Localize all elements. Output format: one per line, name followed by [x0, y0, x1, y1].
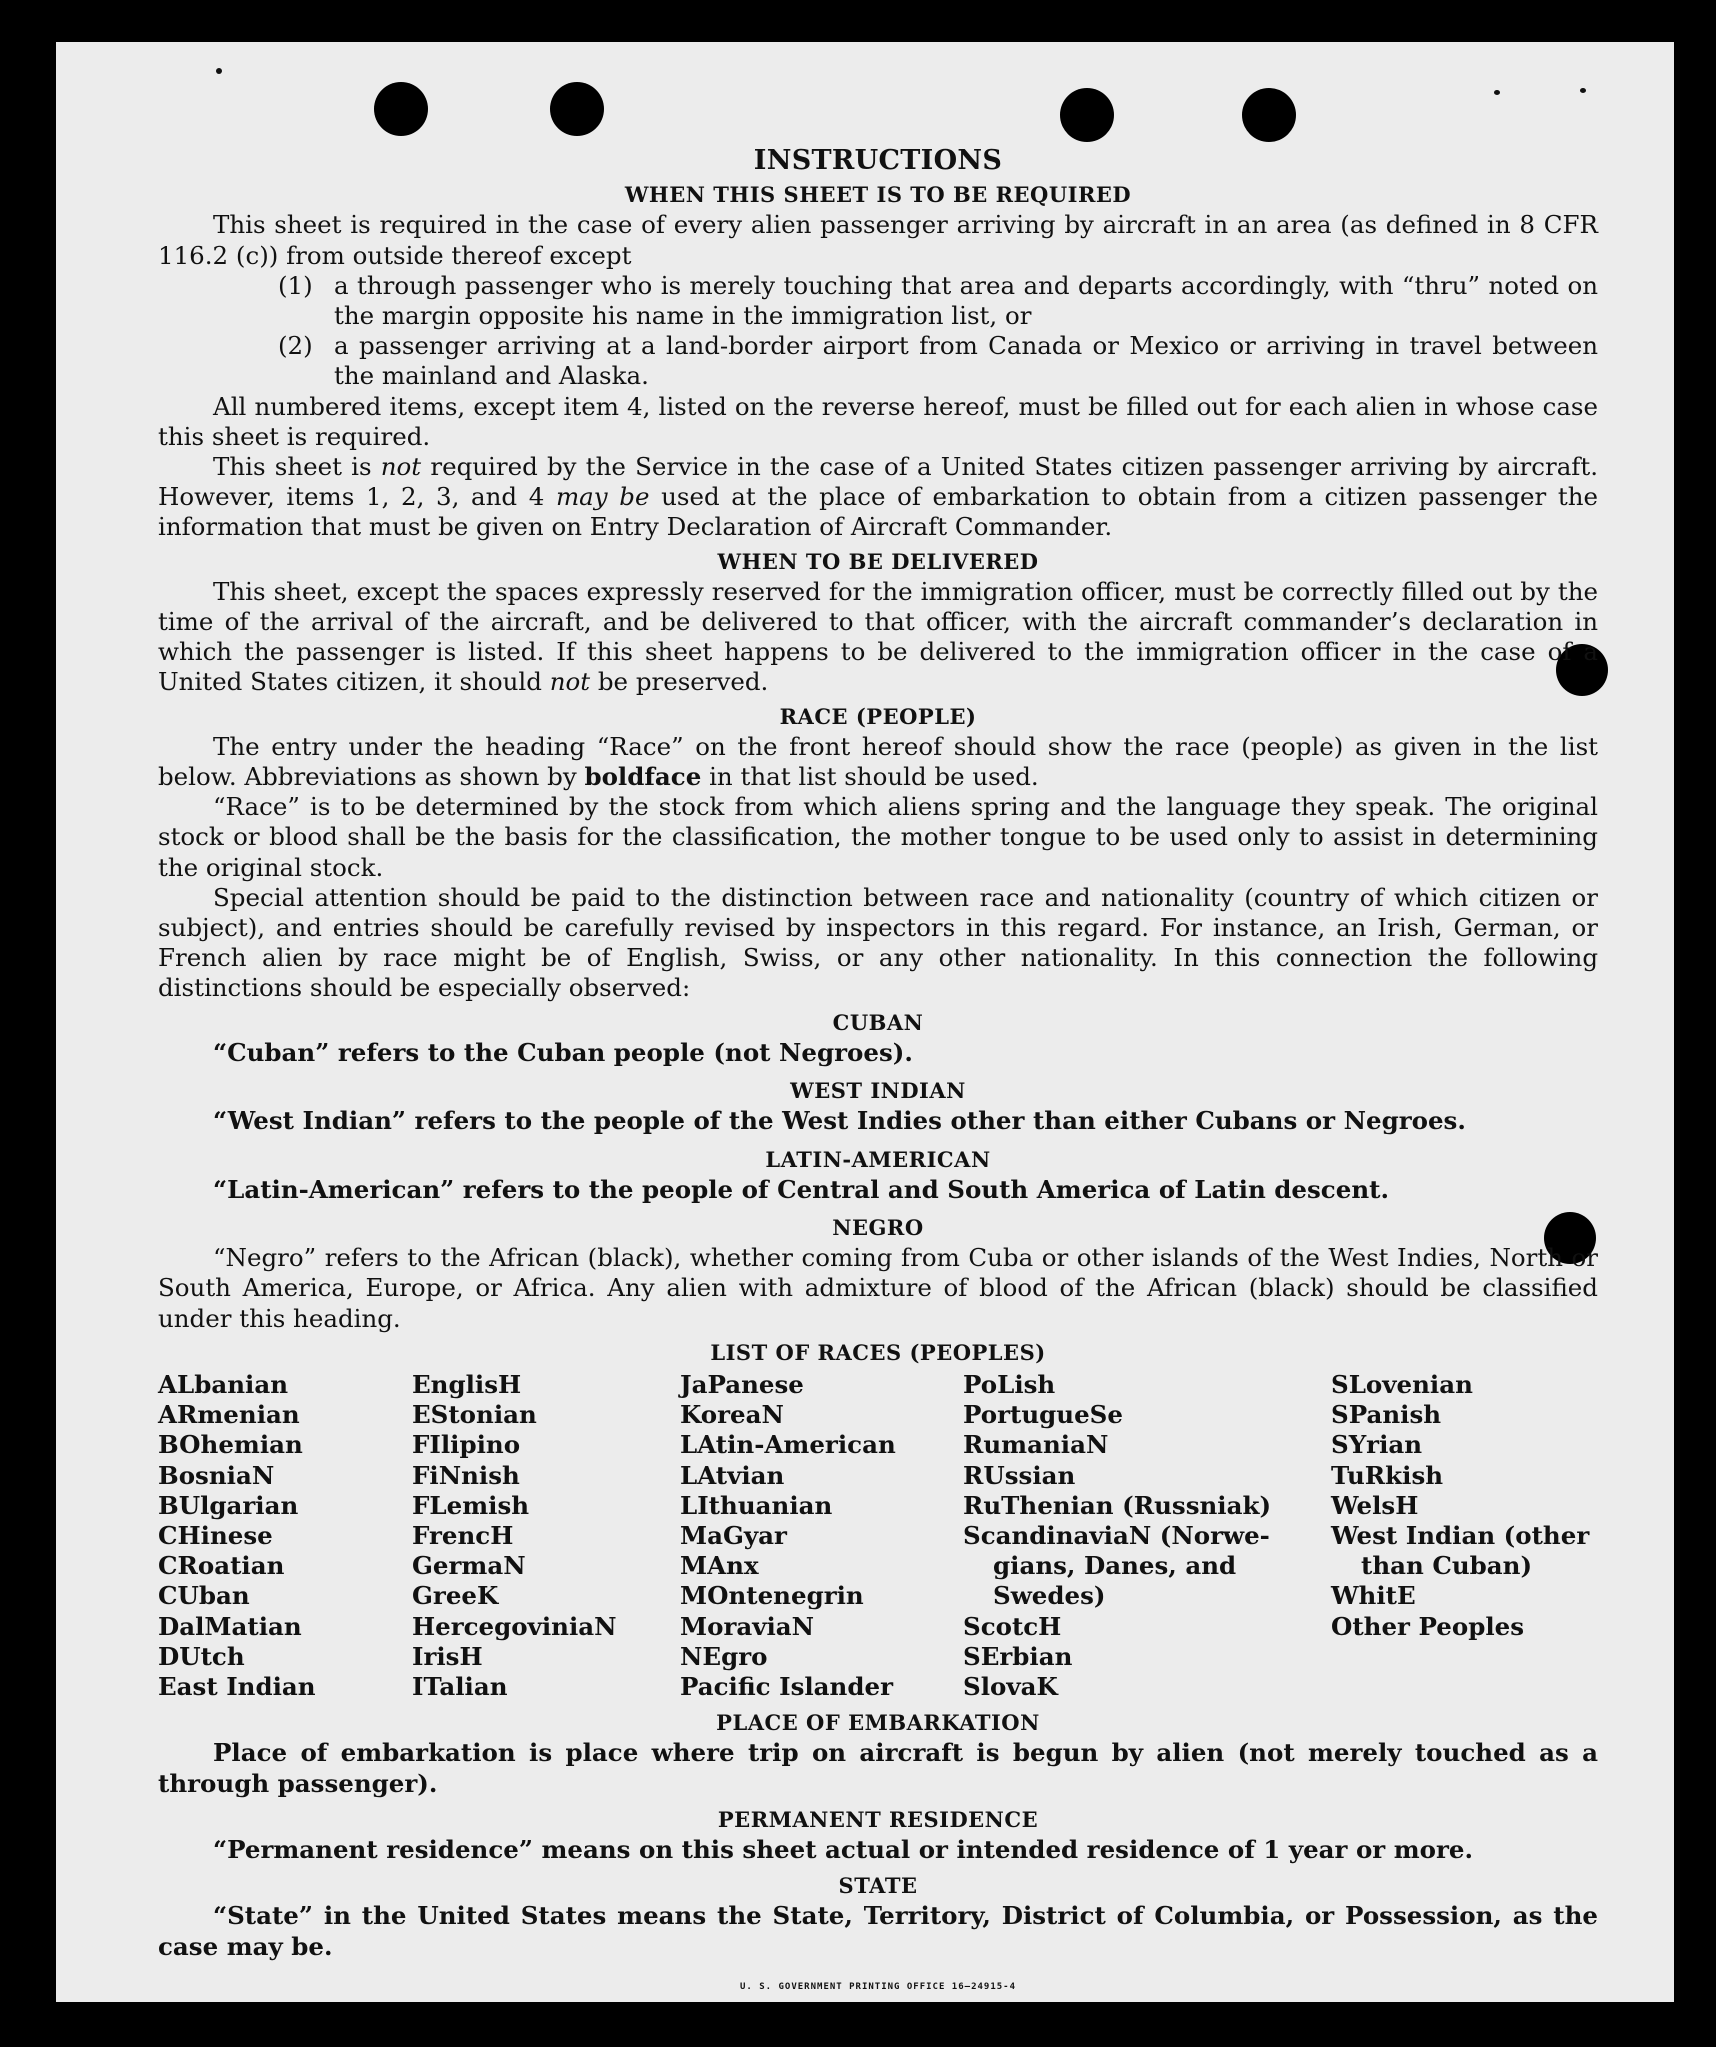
race-entry: SPanish	[1331, 1400, 1442, 1430]
race-entry: DUtch	[158, 1641, 245, 1671]
section-heading-negro: NEGRO	[832, 1214, 924, 1240]
speck	[1494, 90, 1500, 95]
negro-text: “Negro” refers to the African (black), whether coming from Cuba or other islands of the West Indies, North or South America, Europe, or Africa. Any alien with admixture of blood of the African (black) should be classified under this heading.	[158, 1243, 1598, 1333]
race-entry: PortugueSe	[963, 1400, 1123, 1430]
race-entry: SYrian	[1331, 1430, 1423, 1460]
race-entry: LIthuanian	[680, 1490, 833, 1520]
residence-text: “Permanent residence” means on this sheet actual or intended residence of 1 year or more.	[213, 1834, 1474, 1864]
race-entry: MOntenegrin	[680, 1581, 864, 1611]
race-entry: LAtin-American	[680, 1430, 896, 1460]
section-heading-embarkation: PLACE OF EMBARKATION	[716, 1710, 1040, 1736]
races-column-2	[412, 1370, 680, 1702]
race-entry: FIlipino	[412, 1430, 521, 1460]
item-text: a through passenger who is merely touching that area and departs accordingly, with “thru” noted on the margin opposite his name in the immigration list, or	[334, 270, 1598, 331]
race-entry-continued: than Cuban)	[1361, 1551, 1533, 1581]
section-heading-latin-american: LATIN-AMERICAN	[765, 1146, 991, 1172]
race-entry: BosniaN	[158, 1460, 275, 1490]
when-required-intro: This sheet is required in the case of every alien passenger arriving by aircraft in an area (as defined in 8 CFR 116.2 (c)) from outside thereof except	[158, 210, 1598, 270]
race-entry: CRoatian	[158, 1551, 285, 1581]
section-heading-west-indian: WEST INDIAN	[790, 1078, 966, 1104]
race-entry: BUlgarian	[158, 1490, 299, 1520]
speck	[1580, 88, 1586, 93]
section-heading-when-delivered: WHEN TO BE DELIVERED	[717, 548, 1039, 574]
race-entry: FiNnish	[412, 1460, 520, 1490]
race-entry: SLovenian	[1331, 1369, 1473, 1399]
section-heading-residence: PERMANENT RESIDENCE	[717, 1806, 1039, 1832]
race-entry: GermaN	[412, 1551, 526, 1581]
when-required-para3: This sheet is not required by the Service in the case of a United States citizen passenger arriving by aircraft. However, items 1, 2, 3, and 4 may be used at the place of embarkation to obtain from a citizen passenger the information that must be given on Entry Declaration of Aircraft Commander.	[158, 452, 1598, 542]
race-para2: “Race” is to be determined by the stock from which aliens spring and the language they speak. The original stock or blood shall be the basis for the classification, the mother tongue to be used only to assist in determining the original stock.	[158, 792, 1598, 882]
race-entry: WhitE	[1331, 1581, 1416, 1611]
exception-item-2	[278, 331, 1598, 391]
race-entry: Other Peoples	[1331, 1611, 1525, 1641]
race-entry: ARmenian	[158, 1400, 300, 1430]
race-entry: DalMatian	[158, 1611, 302, 1641]
when-delivered-text: This sheet, except the spaces expressly reserved for the immigration officer, must be correctly filled out by the time of the arrival of the aircraft, and be delivered to that officer, with the aircraft commander’s declaration in which the passenger is listed. If this sheet happens to be delivered to the immigration officer in the case of a United States citizen, it should not be preserved.	[158, 576, 1598, 697]
race-entry: EnglisH	[412, 1369, 522, 1399]
section-heading-list-of-races: LIST OF RACES (PEOPLES)	[710, 1339, 1046, 1365]
races-column-1	[158, 1370, 412, 1702]
race-entry: ITalian	[412, 1671, 508, 1701]
exception-item-1	[278, 271, 1598, 331]
section-heading-state: STATE	[838, 1873, 918, 1899]
race-entry: RumaniaN	[963, 1430, 1109, 1460]
race-entry: SlovaK	[963, 1671, 1058, 1701]
race-entry: NEgro	[680, 1641, 768, 1671]
race-entry: FLemish	[412, 1490, 530, 1520]
speck	[216, 68, 222, 74]
race-entry: IrisH	[412, 1641, 483, 1671]
item-text: a passenger arriving at a land-border airport from Canada or Mexico or arriving in travel between the mainland and Alaska.	[334, 331, 1598, 391]
race-entry: MoraviaN	[680, 1611, 815, 1641]
race-entry: KoreaN	[680, 1400, 784, 1430]
race-entry: RUssian	[963, 1460, 1076, 1490]
races-column-5	[1331, 1370, 1598, 1702]
race-entry: ALbanian	[158, 1369, 289, 1399]
race-entry: SErbian	[963, 1641, 1073, 1671]
race-entry: PoLish	[963, 1369, 1056, 1399]
races-list	[158, 1370, 1598, 1702]
race-entry: BOhemian	[158, 1430, 303, 1460]
race-entry: EStonian	[412, 1400, 537, 1430]
west-indian-text: “West Indian” refers to the people of the West Indies other than either Cubans or Negroes.	[213, 1106, 1466, 1136]
race-entry-continued: gians, Danes, and	[993, 1551, 1237, 1581]
races-column-3	[680, 1370, 963, 1702]
race-entry: TuRkish	[1331, 1460, 1444, 1490]
race-entry: East Indian	[158, 1671, 316, 1701]
race-entry: Pacific Islander	[680, 1671, 893, 1701]
race-entry: GreeK	[412, 1581, 499, 1611]
race-entry: WelsH	[1331, 1490, 1419, 1520]
when-required-para2: All numbered items, except item 4, listed on the reverse hereof, must be filled out for each alien in whose case this sheet is required.	[158, 391, 1598, 451]
latin-american-text: “Latin-American” refers to the people of Central and South America of Latin descent.	[213, 1174, 1389, 1204]
race-entry: HercegoviniaN	[412, 1611, 617, 1641]
instructions-content	[158, 102, 1598, 1992]
race-para3: Special attention should be paid to the distinction between race and nationality (country of which citizen or subject), and entries should be carefully revised by inspectors in this regard. For instance, an Irish, German, or French alien by race might be of English, Swiss, or any other nationality. In this connection the following distinctions should be especially observed:	[158, 882, 1598, 1003]
race-entry: LAtvian	[680, 1460, 785, 1490]
section-heading-when-required: WHEN THIS SHEET IS TO BE REQUIRED	[624, 182, 1132, 208]
race-para1: The entry under the heading “Race” on the front hereof should show the race (people) as given in the list below. Abbreviations as shown by boldface in that list should be used.	[158, 731, 1598, 792]
race-entry: RuThenian (Russniak)	[963, 1490, 1272, 1520]
state-text: “State” in the United States means the State, Territory, District of Columbia, or Possession, as the case may be.	[158, 1901, 1598, 1961]
race-entry: ScotcH	[963, 1611, 1062, 1641]
race-entry: JaPanese	[680, 1369, 804, 1399]
race-entry: CUban	[158, 1581, 250, 1611]
printing-office-footer: U. S. GOVERNMENT PRINTING OFFICE 16—24915-4	[740, 1981, 1016, 1992]
race-entry: CHinese	[158, 1520, 273, 1550]
item-number: (1)	[278, 270, 313, 300]
race-entry: West Indian (other	[1331, 1520, 1590, 1550]
race-entry-continued: Swedes)	[993, 1581, 1106, 1611]
section-heading-race: RACE (PEOPLE)	[779, 703, 977, 729]
page-title: INSTRUCTIONS	[753, 145, 1003, 176]
embarkation-text: Place of embarkation is place where trip on aircraft is begun by alien (not merely touched as a through passenger).	[158, 1738, 1598, 1798]
race-entry: MaGyar	[680, 1520, 787, 1550]
races-column-4	[963, 1370, 1331, 1702]
race-entry: ScandinaviaN (Norwe-	[963, 1520, 1270, 1550]
section-heading-cuban: CUBAN	[832, 1009, 924, 1035]
cuban-text: “Cuban” refers to the Cuban people (not Negroes).	[213, 1037, 913, 1067]
race-entry: MAnx	[680, 1551, 759, 1581]
race-entry: FrencH	[412, 1520, 514, 1550]
item-number: (2)	[278, 331, 313, 361]
